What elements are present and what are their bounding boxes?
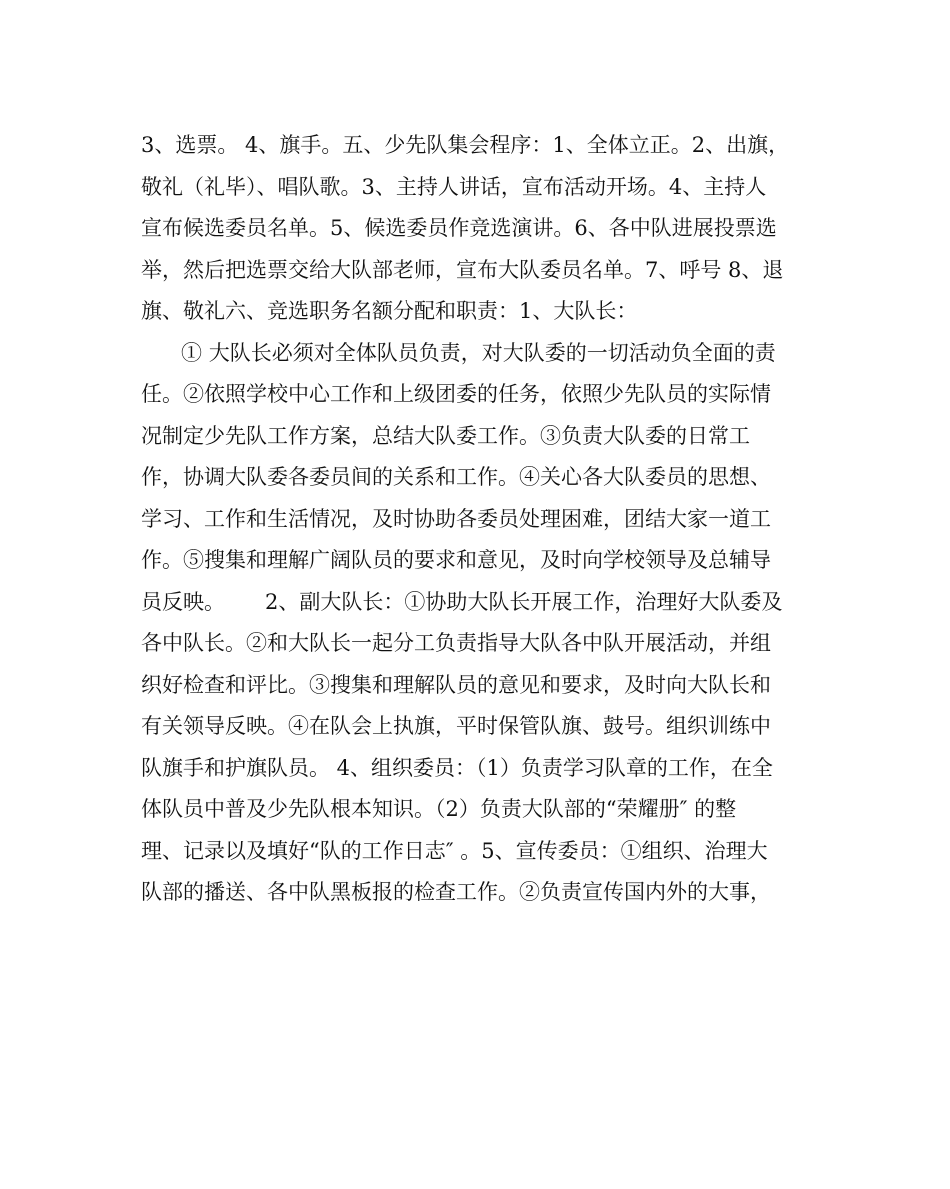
document-body	[141, 125, 821, 914]
text-line-10: 学习、工作和生活情况，及时协助各委员处理困难，团结大家一道工	[141, 506, 771, 531]
text-line-16: 队旗手和护旗队员。 4、组织委员：（1）负责学习队章的工作，在全	[141, 755, 773, 780]
text-line-3: 宣布候选委员名单。5、候选委员作竞选演讲。6、各中队进展投票选	[141, 216, 777, 240]
text-line-5: 旗、敬礼六、竞选职务名额分配和职责：1、大队长：	[141, 299, 638, 323]
text-line-12: 员反映。 2、副大队长：①协助大队长开展工作，治理好大队委及	[141, 589, 783, 614]
text-line-1: 3、选票。 4、旗手。五、少先队集会程序：1、全体立正。2、出旗，	[141, 133, 790, 157]
text-line-17: 体队员中普及少先队根本知识。（2）负责大队部的“荣耀册″ 的整	[141, 797, 737, 821]
text-line-19: 队部的播送、各中队黑板报的检查工作。②负责宣传国内外的大事，	[141, 880, 771, 904]
text-line-7: 任。②依照学校中心工作和上级团委的任务，依照少先队员的实际情	[141, 382, 771, 406]
text-line-14: 织好检查和评比。③搜集和理解队员的意见和要求，及时向大队长和	[141, 672, 771, 697]
text-line-6: ① 大队长必须对全体队员负责，对大队委的一切活动负全面的责	[141, 340, 776, 365]
text-line-4: 举，然后把选票交给大队部老师，宣布大队委员名单。7、呼号 8、退	[141, 257, 784, 282]
text-line-15: 有关领导反映。④在队会上执旗，平时保管队旗、鼓号。组织训练中	[141, 714, 771, 738]
text-line-18: 理、记录以及填好“队的工作日志″ 。5、宣传委员：①组织、治理大	[141, 838, 768, 863]
text-line-9: 作，协调大队委各委员间的关系和工作。④关心各大队委员的思想、	[141, 465, 771, 489]
text-line-8: 况制定少先队工作方案，总结大队委工作。③负责大队委的日常工	[141, 423, 750, 448]
text-line-11: 作。⑤搜集和理解广阔队员的要求和意见，及时向学校领导及总辅导	[141, 548, 771, 572]
text-line-13: 各中队长。②和大队长一起分工负责指导大队各中队开展活动，并组	[141, 631, 771, 655]
text-line-2: 敬礼（礼毕）、唱队歌。3、主持人讲话，宣布活动开场。4、主持人	[141, 174, 767, 199]
